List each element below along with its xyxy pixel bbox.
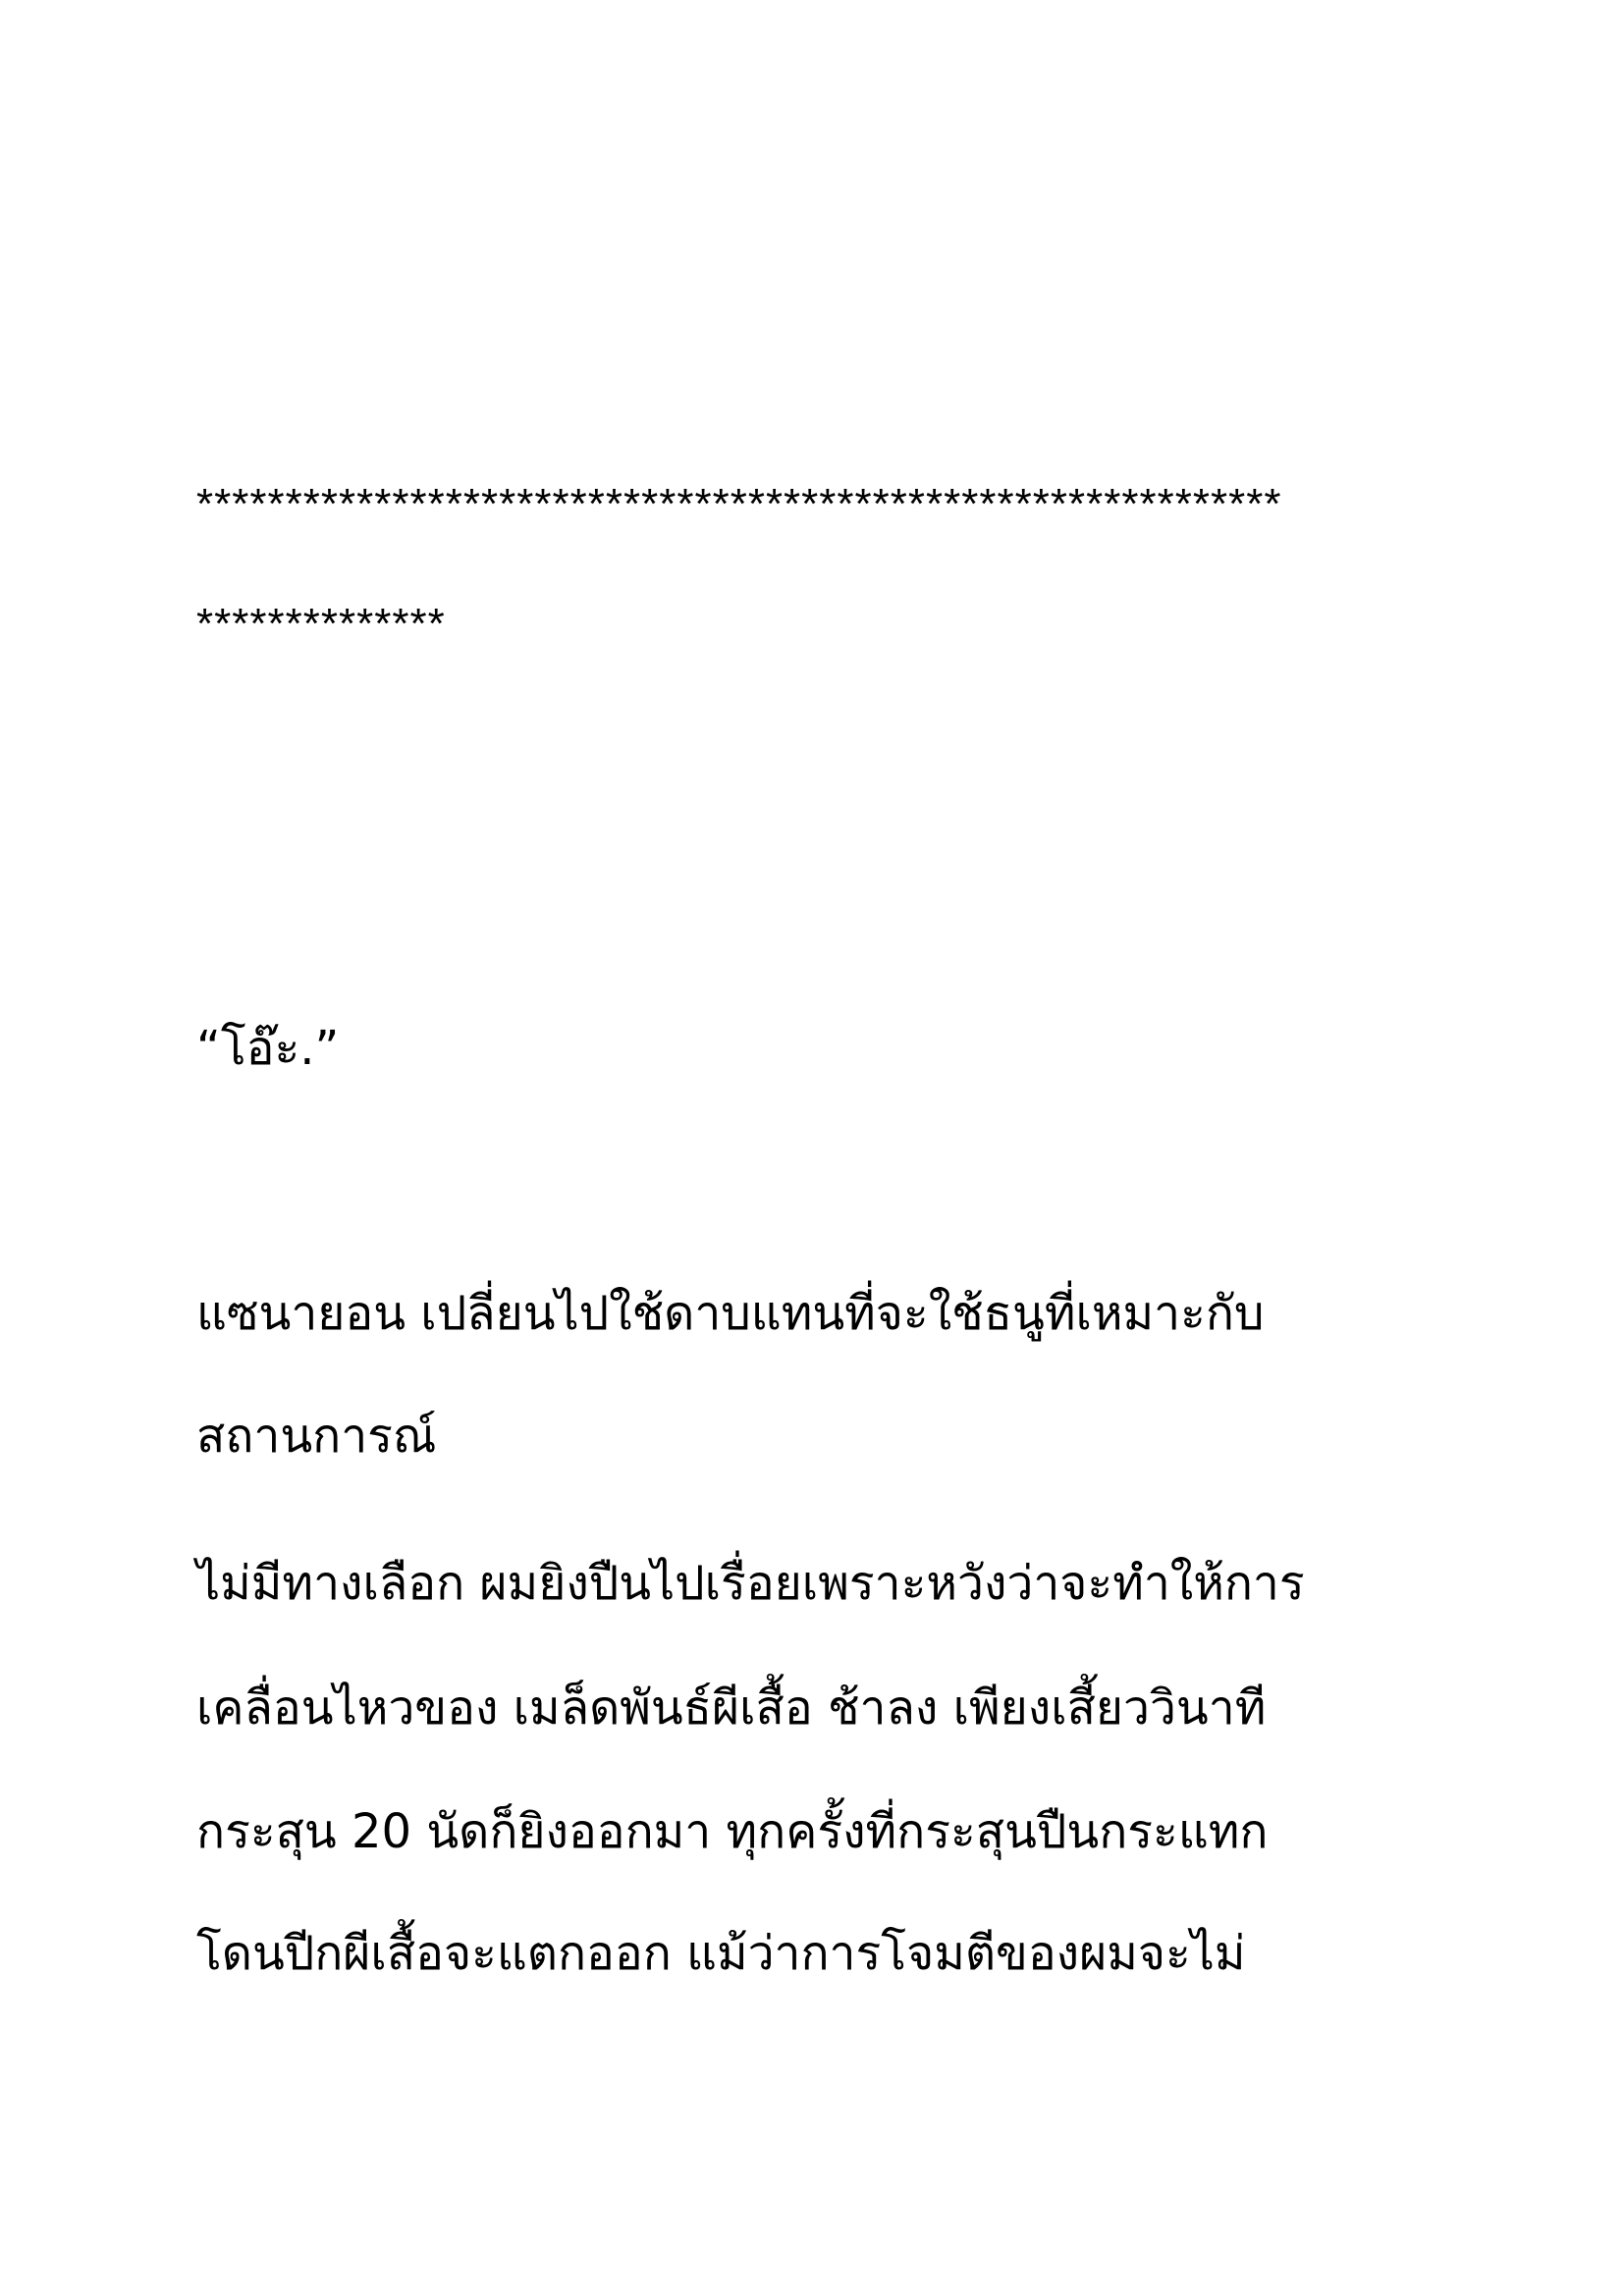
exclamation-dialogue: “โอ๊ะ.” xyxy=(196,1021,340,1076)
paragraph-2-line-1: ไม่มีทางเลือก ผมยิงปืนไปเรื่อยเพราะหวังว่าจะทำให้การ xyxy=(196,1556,1305,1611)
paragraph-1-line-1: แซนายอน เปลี่ยนไปใช้ดาบแทนที่จะใช้ธนูที่เหมาะกับ xyxy=(196,1286,1265,1341)
separator-line-2: ************** xyxy=(196,600,446,648)
paragraph-2-line-4: โดนปีกผีเสื้อจะแตกออก แม้ว่าการโจมตีของผมจะไม่ xyxy=(196,1926,1246,1981)
paragraph-1-line-2: สถานการณ์ xyxy=(196,1409,437,1464)
separator-line-1: ************************************************************* xyxy=(196,480,1282,528)
paragraph-2-line-3: กระสุน 20 นัดก็ยิงออกมา ทุกครั้งที่กระสุนปืนกระแทก xyxy=(196,1804,1269,1859)
paragraph-2-line-2: เคลื่อนไหวของ เมล็ดพันธ์ผีเสื้อ ช้าลง เพียงเสี้ยววินาที xyxy=(196,1681,1267,1735)
